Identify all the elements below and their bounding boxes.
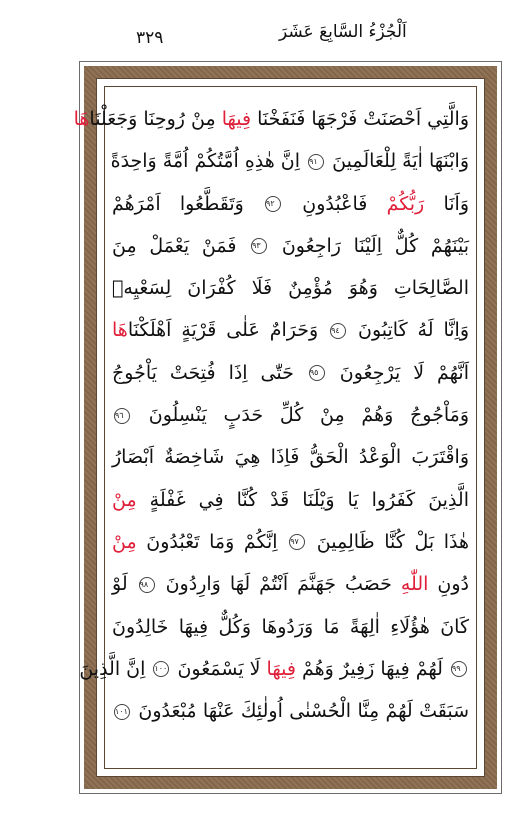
page-header	[74, 20, 494, 54]
verse-text: حَتّٰى اِذَا فُتِحَتْ يَاْجُوجُ	[112, 361, 307, 384]
juz-title: اَلْجُزْءُ السَّابِعَ عَشَرَ	[279, 22, 407, 42]
verse-text: وَمَاْجُوجُ وَهُمْ مِنْ كُلِّ حَدَبٍ يَنْسِلُونَ	[132, 404, 469, 427]
verse-text: لَهُمْ فِيهَا زَفِيرٌ وَهُمْ	[295, 657, 449, 680]
verse-line	[112, 140, 469, 182]
verse-line	[79, 648, 469, 690]
verse-text: مِنْ رُوحِنَا وَجَعَلْنَا	[89, 108, 222, 130]
verse-line	[112, 267, 469, 309]
verse-line	[112, 394, 469, 436]
verse-text: وَحَرَامٌ عَلٰى قَرْيَةٍ اَهْلَكْنَا	[127, 319, 329, 342]
ayah-number-marker: ٩٩	[451, 661, 467, 677]
verse-text: اِنَّ هٰذِهِ اُمَّتُكُمْ اُمَّةً وَاحِدَةً	[110, 150, 307, 173]
highlighted-word: رَبُّكُمْ	[386, 192, 425, 215]
ayah-number-marker: ٩٦	[114, 408, 130, 424]
verse-text: هٰذَا بَلْ كُنَّا ظَالِمِينَ	[307, 530, 469, 553]
verse-line	[112, 183, 469, 225]
verse-text: دُونِ	[428, 573, 469, 596]
highlighted-word: اللّٰهِ	[400, 573, 429, 596]
ayah-number-marker: ١٠١	[114, 704, 130, 720]
verse-text: كَانَ هٰؤُلَاءِ اٰلِهَةً مَا وَرَدُوهَا وَكُلٌّ فِيهَا خَالِدُونَ	[112, 615, 469, 638]
ayah-number-marker: ٩٧	[289, 534, 305, 550]
verse-text: وَتَقَطَّعُوا اَمْرَهُمْ	[112, 192, 264, 215]
verse-text: وَالَّتِي اَحْصَنَتْ فَرْجَهَا فَنَفَخْنَا	[251, 108, 469, 130]
verse-text: وَاِنَّا لَهُ كَاتِبُونَ	[348, 319, 469, 342]
verse-text: فَاعْبُدُونِ	[283, 192, 387, 215]
ayah-number-marker: ٩٥	[309, 365, 325, 381]
verse-line	[112, 479, 469, 521]
verse-line	[112, 352, 469, 394]
ayah-number-marker: ٩٤	[330, 323, 346, 339]
ayah-number-marker: ٩٢	[265, 196, 281, 212]
highlighted-word: مِنْ	[112, 530, 137, 553]
verse-text: لَا يَسْمَعُونَ	[171, 657, 267, 680]
highlighted-word: مِنْ	[112, 488, 137, 511]
verse-text: الَّذِينَ كَفَرُوا يَا وَيْلَنَا قَدْ كُنَّا فِي غَفْلَةٍ	[136, 488, 469, 511]
verse-text: وَابْنَهَا اٰيَةً لِلْعَالَمِينَ	[326, 150, 469, 173]
verse-text: لَوْ	[112, 573, 137, 596]
verse-text: فَمَنْ يَعْمَلْ مِنَ	[112, 234, 250, 257]
ayah-number-marker: ٩٣	[251, 238, 267, 254]
verse-line	[112, 563, 469, 605]
verse-text: وَاقْتَرَبَ الْوَعْدُ الْحَقُّ فَاِذَا هِيَ شَاخِصَةٌ اَبْصَارُ	[112, 446, 469, 469]
ayah-number-marker: ٩١	[308, 154, 324, 170]
verse-line	[112, 225, 469, 267]
verse-line	[112, 309, 469, 351]
verse-text: بَيْنَهُمْ كُلٌّ اِلَيْنَا رَاجِعُونَ	[269, 234, 469, 257]
page-number: ٣٢٩	[136, 28, 164, 48]
highlighted-word: فِيهَا	[221, 108, 252, 130]
verse-text-block	[73, 98, 470, 732]
verse-line	[112, 606, 469, 648]
verse-text: اِنَّ الَّذِينَ	[79, 657, 152, 680]
highlighted-word: هَا	[112, 319, 128, 342]
verse-line	[112, 436, 469, 478]
highlighted-word: فِيهَا	[266, 657, 296, 680]
verse-line	[73, 98, 469, 140]
verse-text: سَبَقَتْ لَهُمْ مِنَّا الْحُسْنٰى اُولٰئِكَ عَنْهَا مُبْعَدُونَ	[132, 700, 469, 723]
verse-text: حَصَبُ جَهَنَّمَ اَنْتُمْ لَهَا وَارِدُونَ	[156, 573, 401, 596]
verse-text: اِنَّكُمْ وَمَا تَعْبُدُونَ	[136, 530, 288, 553]
verse-line	[112, 690, 469, 732]
verse-line	[112, 521, 469, 563]
verse-text: وَاَنَا	[424, 192, 470, 215]
highlighted-word: هَا	[73, 108, 90, 130]
ayah-number-marker: ٩٨	[139, 577, 155, 593]
ayah-number-marker: ١٠٠	[153, 661, 169, 677]
verse-text: الصَّالِحَاتِ وَهُوَ مُؤْمِنٌ فَلَا كُفْرَانَ لِسَعْيِهٖ	[112, 277, 469, 300]
verse-text: اَنَّهُمْ لَا يَرْجِعُونَ	[326, 361, 469, 384]
